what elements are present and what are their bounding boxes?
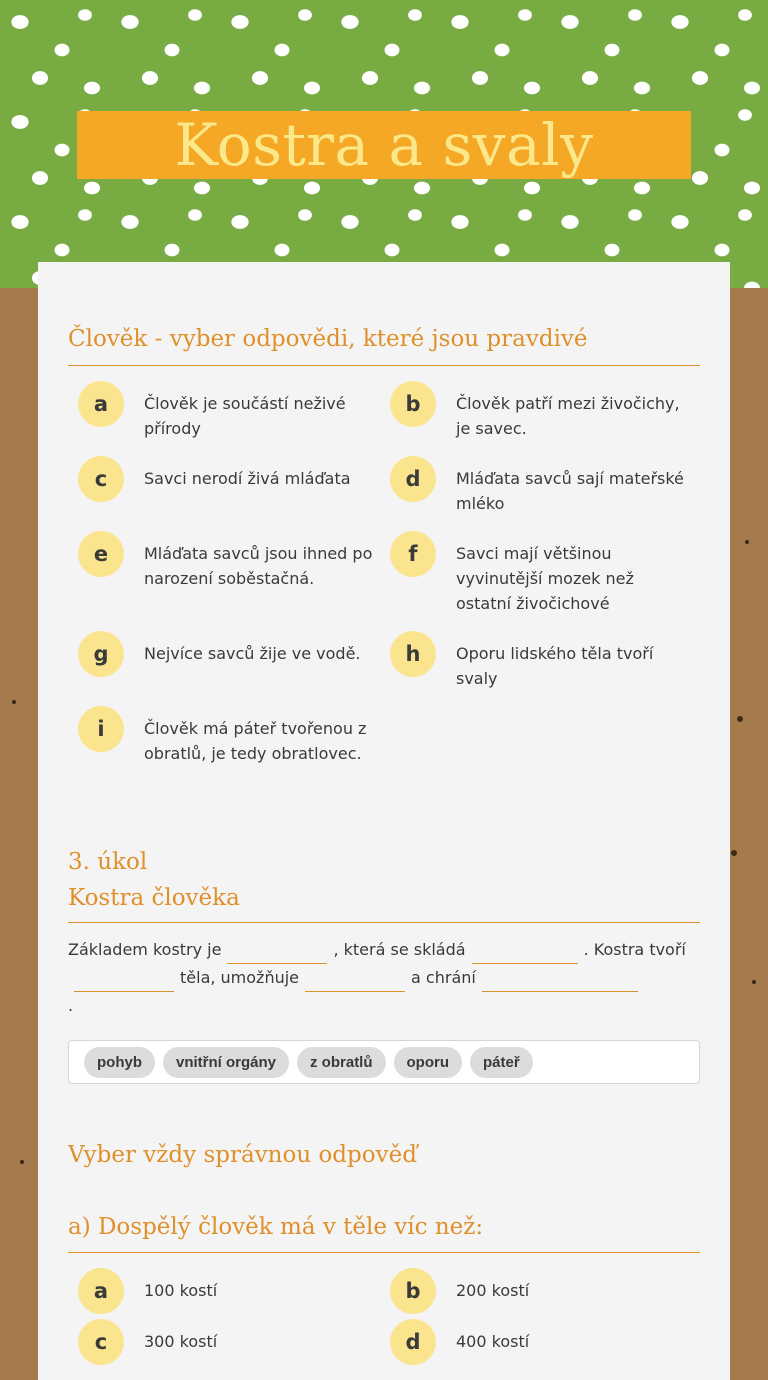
blank-field[interactable]: [305, 972, 405, 992]
text-part: těla, umožňuje: [180, 968, 300, 987]
cork-speck: [12, 700, 16, 704]
section-heading: Vyber vždy správnou odpověď: [68, 1142, 417, 1168]
option-f[interactable]: [390, 531, 694, 616]
option-letter: d: [390, 1319, 436, 1365]
word-chip[interactable]: oporu: [394, 1047, 463, 1078]
blank-field[interactable]: [472, 944, 578, 964]
option-letter: h: [390, 631, 436, 677]
page-title: Kostra a svaly: [174, 111, 594, 179]
option-letter: g: [78, 631, 124, 677]
option-letter: b: [390, 381, 436, 427]
option-text: 100 kostí: [144, 1281, 218, 1300]
blank-field[interactable]: [482, 972, 638, 992]
text-part: , která se skládá: [333, 940, 466, 959]
answer-d[interactable]: [390, 1319, 694, 1365]
option-i[interactable]: [78, 706, 382, 766]
word-chip[interactable]: pohyb: [84, 1047, 155, 1078]
word-chip[interactable]: páteř: [470, 1047, 533, 1078]
question-title: a) Dospělý člověk má v těle víc než:: [68, 1214, 484, 1240]
answer-a[interactable]: [78, 1268, 382, 1314]
option-letter: c: [78, 456, 124, 502]
text-part: Základem kostry je: [68, 940, 222, 959]
cork-speck: [20, 1160, 24, 1164]
option-text: Oporu lidského těla tvoří svaly: [456, 644, 654, 688]
blank-field[interactable]: [74, 972, 174, 992]
title-box: [77, 111, 691, 179]
option-text: 400 kostí: [456, 1332, 530, 1351]
word-bank: [68, 1040, 700, 1084]
section-divider: [68, 922, 700, 923]
option-letter: e: [78, 531, 124, 577]
cork-speck: [737, 716, 743, 722]
blank-field[interactable]: [227, 944, 327, 964]
option-text: Savci mají většinou vyvinutější mozek než ostatní živočichové: [456, 544, 634, 613]
section-heading: Člověk - vyber odpovědi, které jsou pravdivé: [68, 326, 588, 352]
option-text: Mláďata savců jsou ihned po narození soběstačná.: [144, 544, 373, 588]
option-text: Člověk je součástí neživé přírody: [144, 394, 346, 438]
option-letter: a: [78, 1268, 124, 1314]
answer-b[interactable]: [390, 1268, 694, 1314]
option-text: Člověk patří mezi živočichy, je savec.: [456, 394, 680, 438]
fill-in-text: [68, 936, 700, 1020]
text-part: . Kostra tvoří: [583, 940, 686, 959]
text-part: a chrání: [411, 968, 476, 987]
cork-speck: [745, 540, 749, 544]
option-text: Savci nerodí živá mláďata: [144, 469, 351, 488]
option-text: 300 kostí: [144, 1332, 218, 1351]
option-text: Mláďata savců sají mateřské mléko: [456, 469, 684, 513]
word-chip[interactable]: z obratlů: [297, 1047, 386, 1078]
option-g[interactable]: [78, 631, 382, 677]
option-e[interactable]: [78, 531, 382, 591]
option-c[interactable]: [78, 456, 382, 502]
option-letter: c: [78, 1319, 124, 1365]
option-letter: i: [78, 706, 124, 752]
section-heading: Kostra člověka: [68, 885, 240, 911]
cork-speck: [752, 980, 756, 984]
answer-c[interactable]: [78, 1319, 382, 1365]
option-letter: a: [78, 381, 124, 427]
task-number: 3. úkol: [68, 849, 148, 875]
option-a[interactable]: [78, 381, 382, 441]
cork-speck: [731, 850, 737, 856]
option-h[interactable]: [390, 631, 694, 691]
option-letter: d: [390, 456, 436, 502]
option-text: 200 kostí: [456, 1281, 530, 1300]
option-text: Člověk má páteř tvořenou z obratlů, je tedy obratlovec.: [144, 719, 367, 763]
option-b[interactable]: [390, 381, 694, 441]
option-letter: b: [390, 1268, 436, 1314]
option-d[interactable]: [390, 456, 694, 516]
section-divider: [68, 1252, 700, 1253]
section-divider: [68, 365, 700, 366]
option-letter: f: [390, 531, 436, 577]
option-text: Nejvíce savců žije ve vodě.: [144, 644, 361, 663]
word-chip[interactable]: vnitřní orgány: [163, 1047, 289, 1078]
text-part: .: [68, 996, 74, 1015]
